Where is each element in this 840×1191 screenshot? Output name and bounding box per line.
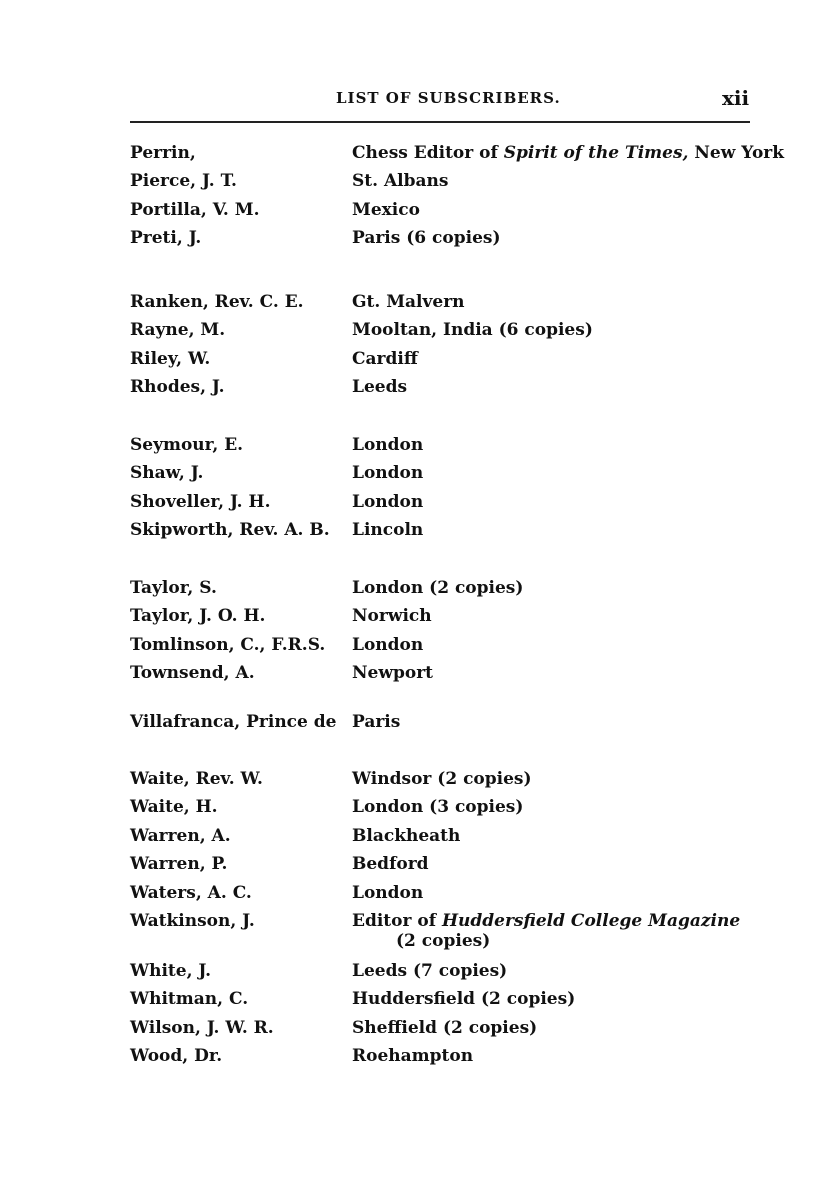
subscriber-name: Waters, A. C. [130, 883, 252, 903]
location-text: Blackheath [352, 826, 461, 846]
location-text: Cardiff [352, 349, 418, 369]
location-text-suffix: New York [688, 143, 785, 163]
location-text: Sheffield (2 copies) [352, 1018, 538, 1038]
copies-note: (2 copies) [396, 931, 491, 951]
subscriber-name: Skipworth, Rev. A. B. [130, 520, 330, 540]
location-text: London [352, 883, 424, 903]
subscriber-location [352, 961, 507, 981]
subscriber-location [352, 826, 460, 846]
publication-title: Spirit of the Times, [503, 143, 689, 163]
subscriber-location [352, 463, 423, 483]
location-text: London [352, 463, 424, 483]
subscriber-name: Whitman, C. [130, 989, 249, 1009]
subscriber-location [352, 911, 740, 951]
subscriber-location [352, 200, 420, 220]
location-text: London (3 copies) [352, 797, 524, 817]
subscriber-location [352, 769, 532, 789]
subscriber-location [352, 883, 423, 903]
location-text: Paris (6 copies) [352, 228, 501, 248]
subscriber-name: White, J. [130, 961, 212, 981]
subscriber-location [352, 1018, 537, 1038]
subscriber-location [352, 1046, 473, 1066]
location-text: Lincoln [352, 520, 424, 540]
location-text: Gt. Malvern [352, 292, 465, 312]
location-text: Newport [352, 663, 434, 683]
location-text: Editor of [352, 911, 442, 931]
location-text: Windsor (2 copies) [352, 769, 532, 789]
location-text: St. Albans [352, 171, 449, 191]
subscriber-location [352, 578, 523, 598]
publication-title: Huddersfield College Magazine [441, 911, 741, 931]
location-text: London [352, 492, 424, 512]
subscriber-name: Villafranca, Prince de [130, 712, 337, 732]
subscriber-location [352, 520, 423, 540]
location-text: Norwich [352, 606, 432, 626]
subscriber-name: Warren, P. [130, 854, 228, 874]
location-text: Mexico [352, 200, 420, 220]
subscriber-name: Waite, Rev. W. [130, 769, 263, 789]
subscriber-name: Pierce, J. T. [130, 171, 237, 191]
location-text: London (2 copies) [352, 578, 524, 598]
subscriber-name: Waite, H. [130, 797, 218, 817]
running-header-title: LIST OF SUBSCRIBERS. [336, 89, 561, 107]
subscriber-name: Perrin, [130, 143, 196, 163]
subscriber-name: Rhodes, J. [130, 377, 225, 397]
subscriber-name: Seymour, E. [130, 435, 244, 455]
subscriber-name: Tomlinson, C., F.R.S. [130, 635, 326, 655]
subscriber-location [352, 606, 432, 626]
subscriber-name: Wilson, J. W. R. [130, 1018, 274, 1038]
subscriber-location [352, 377, 407, 397]
subscriber-location [352, 989, 575, 1009]
location-text: London [352, 635, 424, 655]
subscriber-name: Taylor, J. O. H. [130, 606, 266, 626]
subscriber-name: Riley, W. [130, 349, 211, 369]
location-text: Chess Editor of [352, 143, 504, 163]
subscriber-name: Shoveller, J. H. [130, 492, 271, 512]
subscriber-name: Taylor, S. [130, 578, 217, 598]
subscriber-name: Warren, A. [130, 826, 231, 846]
location-text: London [352, 435, 424, 455]
subscriber-name: Wood, Dr. [130, 1046, 223, 1066]
subscriber-location [352, 492, 423, 512]
subscriber-location [352, 663, 433, 683]
location-text: Roehampton [352, 1046, 474, 1066]
location-text: Mooltan, India (6 copies) [352, 320, 593, 340]
location-text: Bedford [352, 854, 429, 874]
subscriber-location [352, 320, 593, 340]
location-text: Paris [352, 712, 401, 732]
subscriber-location [352, 854, 429, 874]
subscriber-name: Preti, J. [130, 228, 202, 248]
subscriber-name: Ranken, Rev. C. E. [130, 292, 304, 312]
subscriber-name: Portilla, V. M. [130, 200, 260, 220]
subscriber-name: Watkinson, J. [130, 911, 255, 931]
location-text: Huddersfield (2 copies) [352, 989, 576, 1009]
subscriber-location [352, 435, 423, 455]
subscriber-name: Shaw, J. [130, 463, 204, 483]
subscriber-location [352, 171, 448, 191]
location-text: Leeds (7 copies) [352, 961, 508, 981]
subscriber-location [352, 635, 423, 655]
subscriber-name: Rayne, M. [130, 320, 226, 340]
location-text: Leeds [352, 377, 408, 397]
subscriber-location [352, 797, 523, 817]
subscriber-location [352, 143, 784, 163]
subscriber-location [352, 349, 418, 369]
subscriber-name: Townsend, A. [130, 663, 255, 683]
subscriber-location [352, 712, 400, 732]
page-number: xii [722, 86, 750, 110]
subscriber-location [352, 292, 465, 312]
subscriber-location [352, 228, 501, 248]
